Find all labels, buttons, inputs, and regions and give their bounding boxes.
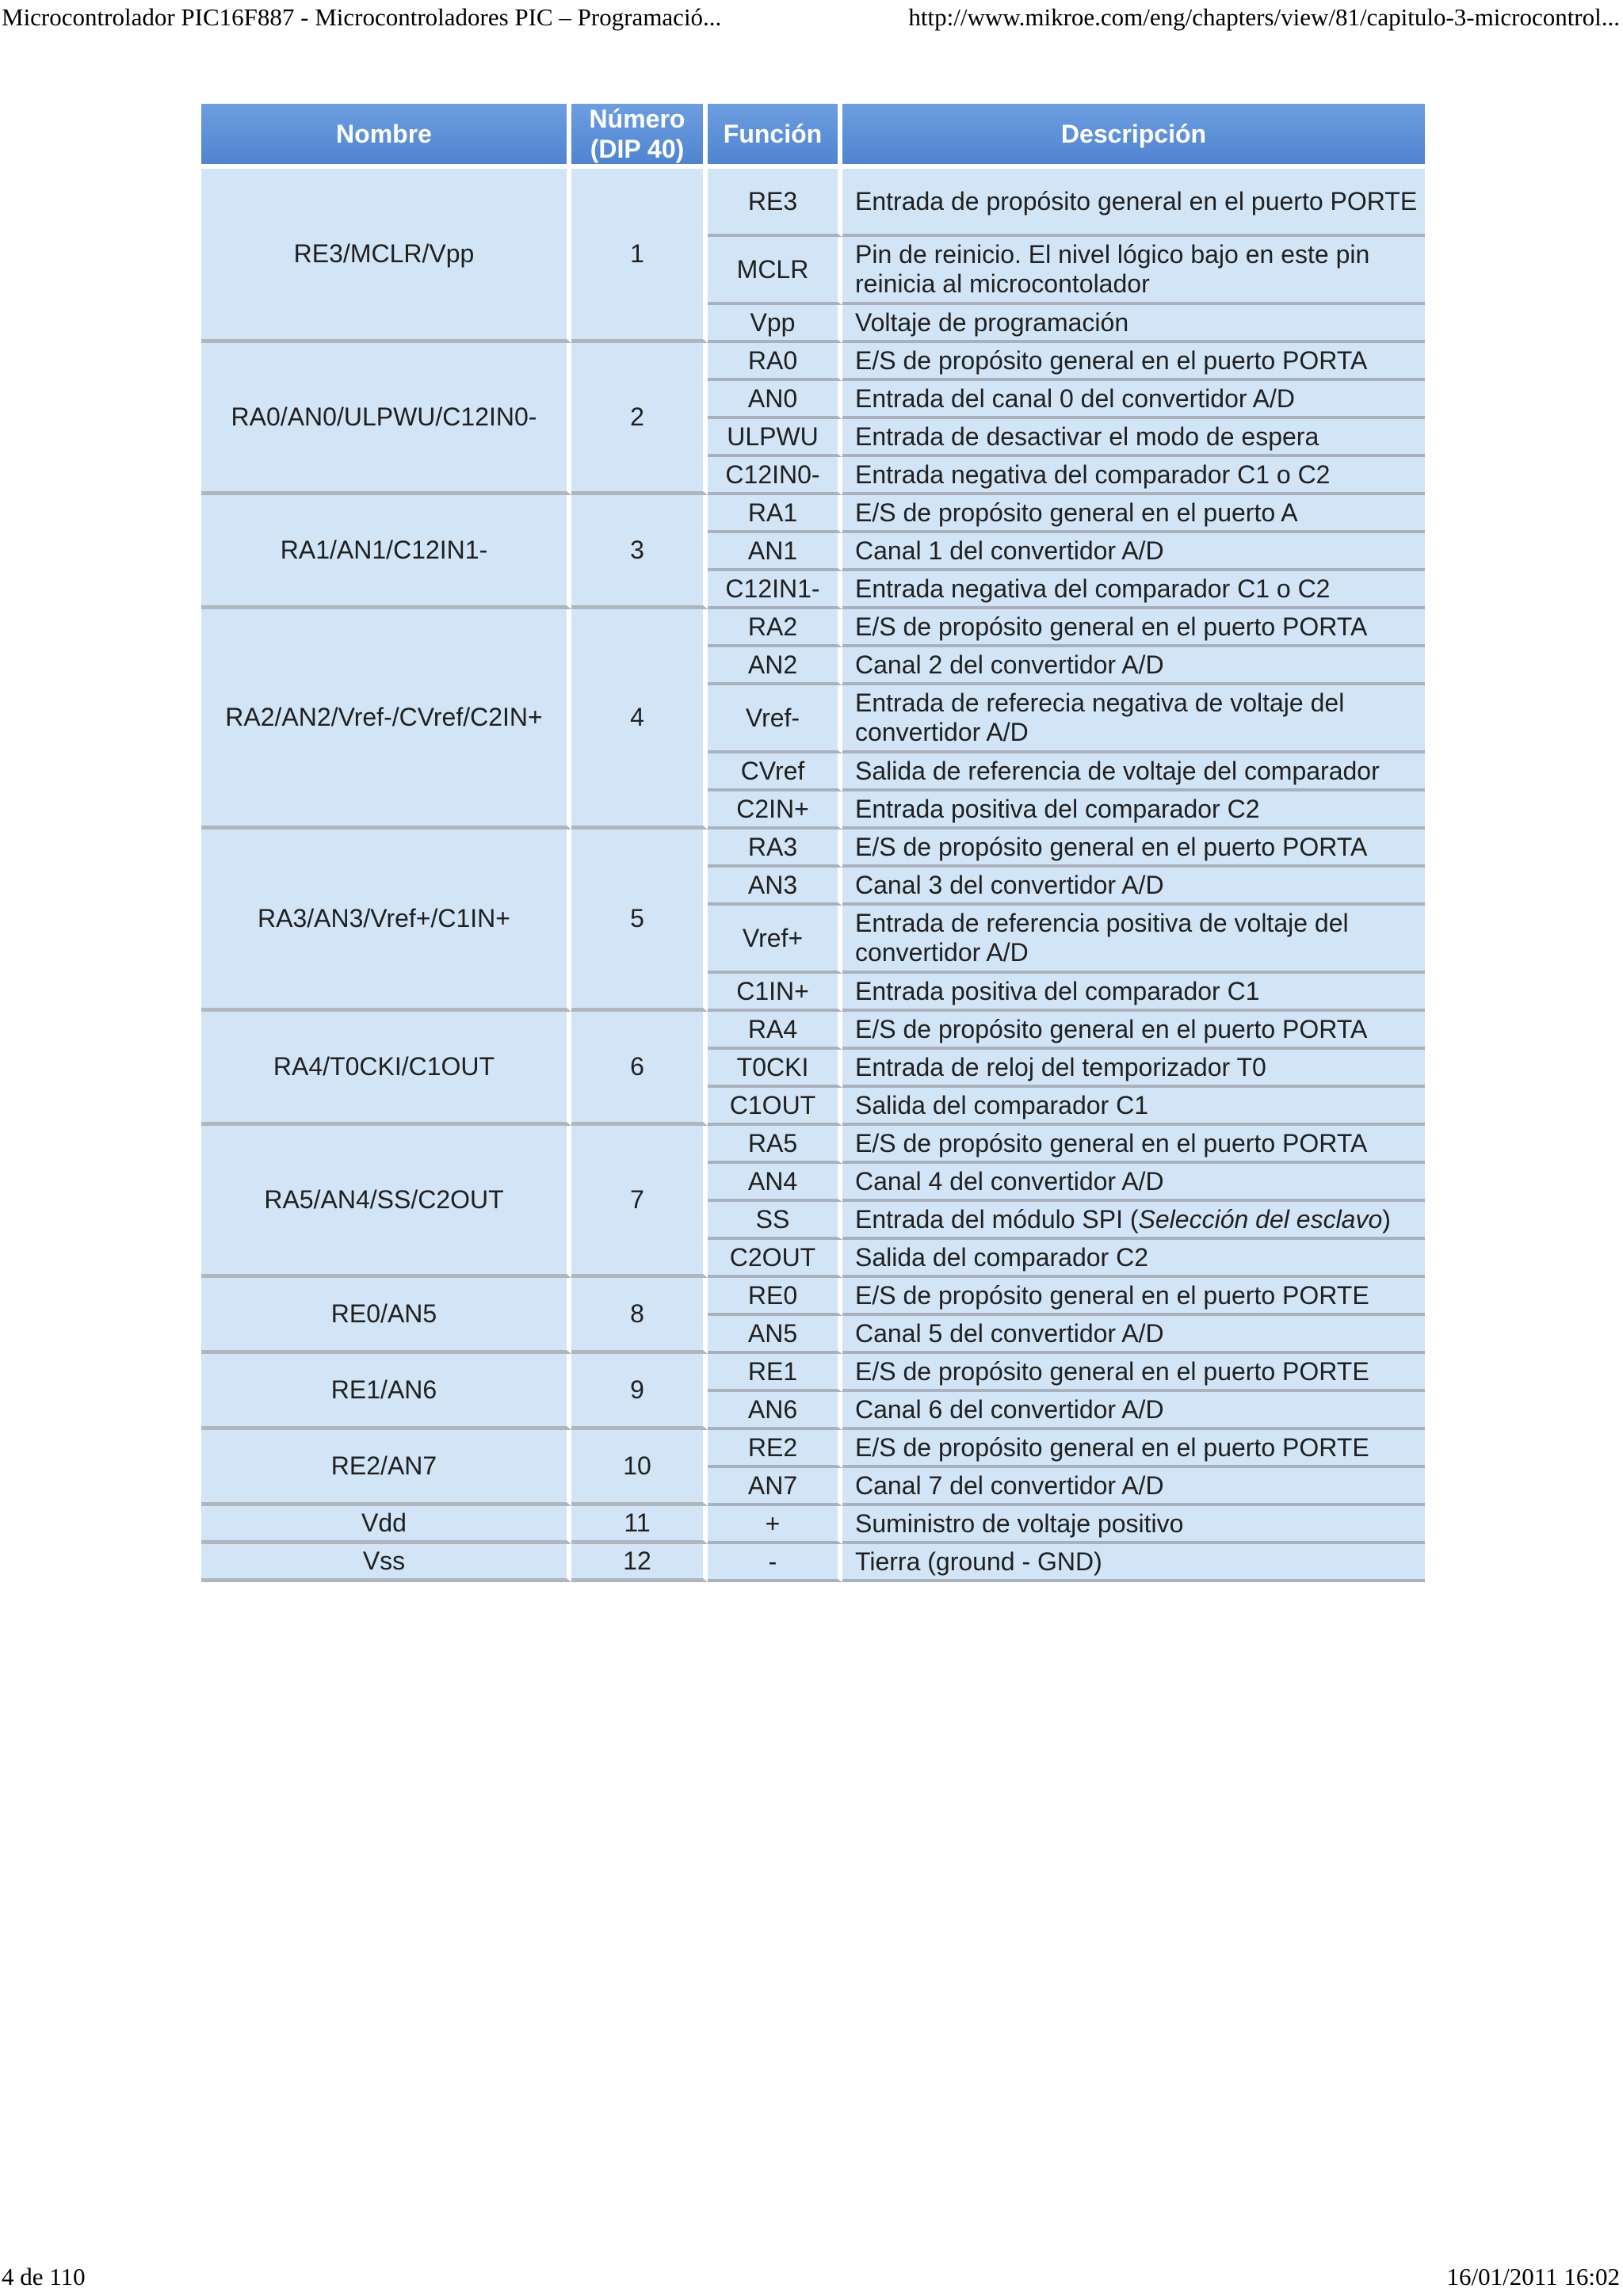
table-row [201,169,1425,237]
description-cell: Entrada de referecia negativa de voltaje del convertidor A/D [842,685,1425,753]
table-row [201,495,1425,533]
function-cell: RA2 [708,609,842,647]
description-cell: Canal 2 del convertidor A/D [842,647,1425,685]
function-cell: T0CKI [708,1050,842,1088]
print-footer [0,2260,1623,2294]
function-cell: RE2 [708,1430,842,1468]
function-cell: MCLR [708,237,842,305]
description-cell [842,1202,1425,1240]
function-cell: AN4 [708,1164,842,1202]
header-funcion: Función [708,104,842,169]
description-cell: E/S de propósito general en el puerto PORTA [842,1012,1425,1050]
pin-name-cell: RA5/AN4/SS/C2OUT [201,1126,571,1278]
table-row [201,830,1425,868]
table-row [201,1544,1425,1582]
function-cell: C2OUT [708,1240,842,1278]
print-timestamp: 16/01/2011 16:02 [1446,2263,1620,2290]
function-cell: + [708,1506,842,1544]
pin-name-cell: RA1/AN1/C12IN1- [201,495,571,609]
print-header [0,0,1623,38]
pin-name-cell: Vdd [201,1506,571,1544]
function-cell: C12IN1- [708,571,842,609]
description-cell: Pin de reinicio. El nivel lógico bajo en este pin reinicia al microcontolador [842,237,1425,305]
page-number: 4 de 110 [2,2263,86,2290]
description-cell: E/S de propósito general en el puerto PORTA [842,609,1425,647]
function-cell: RA4 [708,1012,842,1050]
function-cell: AN6 [708,1392,842,1430]
pin-number-cell: 1 [571,169,708,343]
pin-name-cell: RE0/AN5 [201,1278,571,1354]
pin-number-cell: 5 [571,830,708,1012]
pin-number-cell: 7 [571,1126,708,1278]
table-row [201,1506,1425,1544]
function-cell: C1IN+ [708,974,842,1012]
pin-table-container [201,104,1425,1582]
header-nombre: Nombre [201,104,571,169]
description-cell: Canal 1 del convertidor A/D [842,533,1425,571]
function-cell: RA0 [708,343,842,381]
pin-number-cell: 6 [571,1012,708,1126]
function-cell: RE0 [708,1278,842,1316]
function-cell: C1OUT [708,1088,842,1126]
description-cell: Entrada de referencia positiva de voltaje del convertidor A/D [842,906,1425,974]
description-cell: E/S de propósito general en el puerto PORTA [842,1126,1425,1164]
table-row [201,1278,1425,1316]
table-row [201,343,1425,381]
header-row [201,104,1425,169]
function-cell: AN7 [708,1468,842,1506]
function-cell: RE3 [708,169,842,237]
table-row [201,1126,1425,1164]
pin-name-cell: RA2/AN2/Vref-/CVref/C2IN+ [201,609,571,830]
description-cell: Salida de referencia de voltaje del comparador [842,753,1425,791]
table-header [201,104,1425,169]
pin-description-table [201,104,1425,1582]
function-cell: C2IN+ [708,791,842,830]
function-cell: AN0 [708,381,842,419]
page-url: http://www.mikroe.com/eng/chapters/view/81/capitulo-3-microcontrol... [908,3,1620,31]
description-cell: Suministro de voltaje positivo [842,1506,1425,1544]
description-cell: Entrada del canal 0 del convertidor A/D [842,381,1425,419]
function-cell: Vpp [708,305,842,343]
description-cell: Voltaje de programación [842,305,1425,343]
description-cell: E/S de propósito general en el puerto PORTE [842,1430,1425,1468]
table-row [201,609,1425,647]
pin-number-cell: 2 [571,343,708,495]
pin-number-cell: 3 [571,495,708,609]
pin-name-cell: RA4/T0CKI/C1OUT [201,1012,571,1126]
function-cell: ULPWU [708,419,842,457]
description-cell: Entrada positiva del comparador C1 [842,974,1425,1012]
pin-name-cell: RE2/AN7 [201,1430,571,1506]
pin-number-cell: 4 [571,609,708,830]
function-cell: AN3 [708,868,842,906]
pin-number-cell: 8 [571,1278,708,1354]
description-cell: Salida del comparador C1 [842,1088,1425,1126]
pin-number-cell: 9 [571,1354,708,1430]
function-cell: AN2 [708,647,842,685]
description-cell: Canal 6 del convertidor A/D [842,1392,1425,1430]
function-cell: Vref+ [708,906,842,974]
description-tail: ) [1382,1204,1391,1234]
description-cell: Entrada negativa del comparador C1 o C2 [842,571,1425,609]
header-numero: Número (DIP 40) [571,104,708,169]
pin-number-cell: 12 [571,1544,708,1582]
description-cell: E/S de propósito general en el puerto PORTA [842,830,1425,868]
description-cell: Entrada de desactivar el modo de espera [842,419,1425,457]
description-cell: Entrada negativa del comparador C1 o C2 [842,457,1425,495]
function-cell: C12IN0- [708,457,842,495]
function-cell: RA1 [708,495,842,533]
header-descripcion: Descripción [842,104,1425,169]
table-row [201,1430,1425,1468]
function-cell: RA3 [708,830,842,868]
pin-name-cell: RA0/AN0/ULPWU/C12IN0- [201,343,571,495]
function-cell: RA5 [708,1126,842,1164]
page-title: Microcontrolador PIC16F887 - Microcontroladores PIC – Programació... [2,3,722,31]
description-text: Entrada del módulo SPI ( [855,1204,1139,1234]
function-cell: - [708,1544,842,1582]
table-row [201,1354,1425,1392]
description-cell: Canal 7 del convertidor A/D [842,1468,1425,1506]
description-cell: Canal 4 del convertidor A/D [842,1164,1425,1202]
function-cell: AN1 [708,533,842,571]
function-cell: AN5 [708,1316,842,1354]
description-cell: Entrada positiva del comparador C2 [842,791,1425,830]
pin-number-cell: 10 [571,1430,708,1506]
table-body [201,169,1425,1582]
table-row [201,1012,1425,1050]
pin-number-cell: 11 [571,1506,708,1544]
description-cell: E/S de propósito general en el puerto PORTE [842,1278,1425,1316]
function-cell: RE1 [708,1354,842,1392]
pin-name-cell: RE3/MCLR/Vpp [201,169,571,343]
pin-name-cell: RA3/AN3/Vref+/C1IN+ [201,830,571,1012]
description-cell: Entrada de propósito general en el puerto PORTE [842,169,1425,237]
description-cell: E/S de propósito general en el puerto A [842,495,1425,533]
description-cell: E/S de propósito general en el puerto PORTE [842,1354,1425,1392]
description-cell: Canal 3 del convertidor A/D [842,868,1425,906]
description-cell: Canal 5 del convertidor A/D [842,1316,1425,1354]
function-cell: Vref- [708,685,842,753]
pin-name-cell: Vss [201,1544,571,1582]
description-cell: E/S de propósito general en el puerto PORTA [842,343,1425,381]
description-cell: Entrada de reloj del temporizador T0 [842,1050,1425,1088]
description-emphasis: Selección del esclavo [1138,1204,1383,1234]
description-cell: Tierra (ground - GND) [842,1544,1425,1582]
function-cell: SS [708,1202,842,1240]
function-cell: CVref [708,753,842,791]
description-cell: Salida del comparador C2 [842,1240,1425,1278]
pin-name-cell: RE1/AN6 [201,1354,571,1430]
